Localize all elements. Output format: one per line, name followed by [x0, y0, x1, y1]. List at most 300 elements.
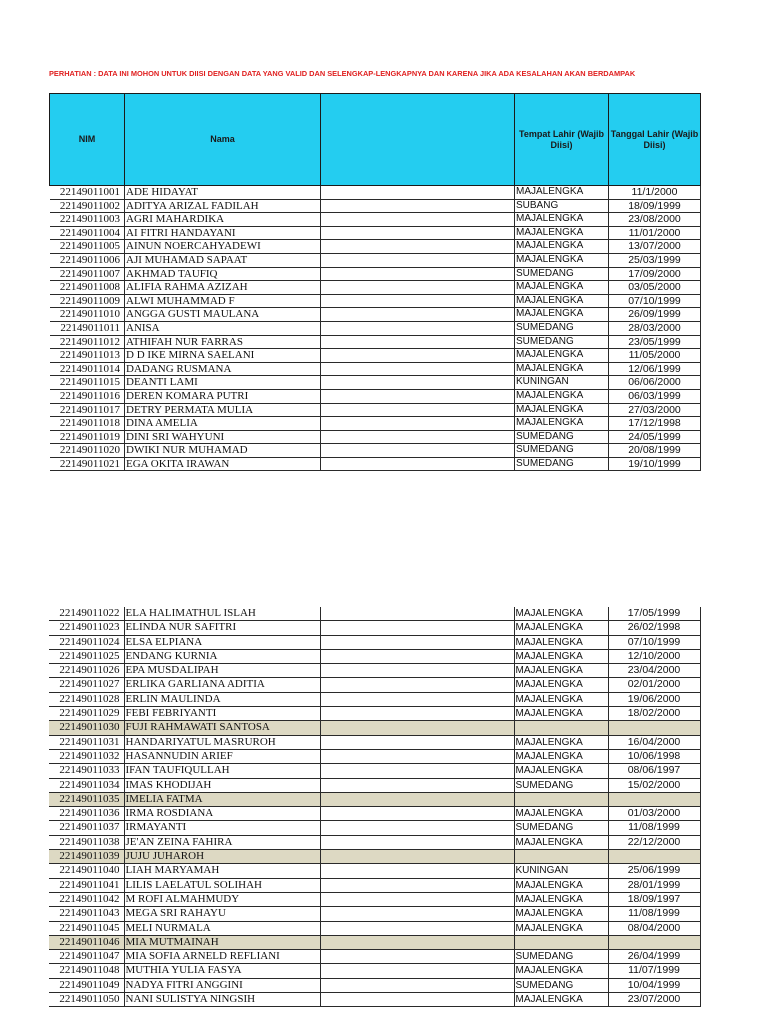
cell-tanggal-lahir: 11/08/1999 [608, 907, 700, 921]
cell-nim: 22149011024 [49, 635, 124, 649]
cell-nama: DINI SRI WAHYUNI [125, 430, 321, 444]
cell-nama: ERLIN MAULINDA [124, 692, 320, 706]
cell-tempat-lahir: SUMEDANG [514, 950, 608, 964]
table-row [50, 186, 701, 200]
cell-tempat-lahir: MAJALENGKA [514, 921, 608, 935]
table-row [50, 308, 701, 322]
cell-tanggal-lahir: 23/05/1999 [609, 335, 701, 349]
cell-blank [320, 778, 514, 792]
cell-tempat-lahir: SUMEDANG [515, 430, 609, 444]
cell-nama: EPA MUSDALIPAH [124, 664, 320, 678]
cell-tempat-lahir: MAJALENGKA [515, 294, 609, 308]
cell-nama: MUTHIA YULIA FASYA [124, 964, 320, 978]
table-row [49, 678, 700, 692]
table-row [49, 907, 700, 921]
cell-tempat-lahir: MAJALENGKA [514, 621, 608, 635]
cell-nama: NADYA FITRI ANGGINI [124, 978, 320, 992]
cell-tanggal-lahir: 11/05/2000 [609, 349, 701, 363]
cell-nama: JUJU JUHAROH [124, 850, 320, 864]
cell-tanggal-lahir: 18/02/2000 [608, 707, 700, 721]
cell-tanggal-lahir: 08/04/2000 [608, 921, 700, 935]
table-row [50, 362, 701, 376]
cell-nim: 22149011032 [49, 749, 124, 763]
cell-blank [321, 389, 515, 403]
cell-nim: 22149011028 [49, 692, 124, 706]
table-row [49, 892, 700, 906]
cell-nim: 22149011040 [49, 864, 124, 878]
student-table-top [49, 93, 701, 471]
cell-nama: HANDARIYATUL MASRUROH [124, 735, 320, 749]
table-row [50, 417, 701, 431]
cell-blank [320, 807, 514, 821]
table-row [49, 607, 700, 621]
cell-tanggal-lahir: 22/12/2000 [608, 835, 700, 849]
cell-nim: 22149011016 [50, 389, 125, 403]
cell-tanggal-lahir: 19/06/2000 [608, 692, 700, 706]
cell-blank [320, 978, 514, 992]
cell-tempat-lahir: MAJALENGKA [514, 635, 608, 649]
cell-blank [320, 649, 514, 663]
cell-nama: MIA SOFIA ARNELD REFLIANI [124, 950, 320, 964]
cell-blank [320, 821, 514, 835]
table-row [49, 792, 700, 806]
cell-tempat-lahir: MAJALENGKA [515, 226, 609, 240]
cell-nama: DETRY PERMATA MULIA [125, 403, 321, 417]
cell-nama: ERLIKA GARLIANA ADITIA [124, 678, 320, 692]
cell-nim: 22149011037 [49, 821, 124, 835]
cell-nama: DADANG RUSMANA [125, 362, 321, 376]
table-row [49, 821, 700, 835]
cell-blank [321, 281, 515, 295]
cell-tanggal-lahir: 23/04/2000 [608, 664, 700, 678]
cell-blank [320, 678, 514, 692]
cell-nim: 22149011043 [49, 907, 124, 921]
cell-nim: 22149011011 [50, 321, 125, 335]
cell-tanggal-lahir: 16/04/2000 [608, 735, 700, 749]
cell-tanggal-lahir: 26/02/1998 [608, 621, 700, 635]
cell-nama: M ROFI ALMAHMUDY [124, 892, 320, 906]
cell-tanggal-lahir [608, 721, 700, 735]
cell-tempat-lahir [514, 721, 608, 735]
cell-tanggal-lahir: 20/08/1999 [609, 444, 701, 458]
cell-tempat-lahir: MAJALENGKA [515, 240, 609, 254]
cell-tempat-lahir: MAJALENGKA [514, 664, 608, 678]
cell-tanggal-lahir: 24/05/1999 [609, 430, 701, 444]
cell-blank [321, 267, 515, 281]
table-row [50, 349, 701, 363]
cell-nim: 22149011035 [49, 792, 124, 806]
cell-blank [320, 664, 514, 678]
cell-nim: 22149011001 [50, 186, 125, 200]
cell-nim: 22149011025 [49, 649, 124, 663]
cell-tanggal-lahir: 18/09/1999 [609, 199, 701, 213]
cell-tanggal-lahir: 11/08/1999 [608, 821, 700, 835]
table-row [49, 721, 700, 735]
cell-nama: ATHIFAH NUR FARRAS [125, 335, 321, 349]
cell-blank [321, 444, 515, 458]
table-row [50, 389, 701, 403]
table-row [50, 457, 701, 471]
cell-blank [321, 376, 515, 390]
cell-nim: 22149011022 [49, 607, 124, 621]
table-row [50, 430, 701, 444]
cell-nim: 22149011015 [50, 376, 125, 390]
cell-nim: 22149011030 [49, 721, 124, 735]
cell-tempat-lahir: MAJALENGKA [515, 308, 609, 322]
cell-nim: 22149011046 [49, 935, 124, 949]
table-row [49, 950, 700, 964]
cell-blank [320, 993, 514, 1007]
cell-tempat-lahir: MAJALENGKA [515, 253, 609, 267]
cell-tempat-lahir: MAJALENGKA [515, 389, 609, 403]
table-row [49, 764, 700, 778]
cell-blank [321, 199, 515, 213]
cell-tempat-lahir: MAJALENGKA [514, 907, 608, 921]
table-row [49, 621, 700, 635]
cell-nama: D D IKE MIRNA SAELANI [125, 349, 321, 363]
cell-blank [320, 964, 514, 978]
cell-nim: 22149011010 [50, 308, 125, 322]
cell-nama: IRMAYANTI [124, 821, 320, 835]
header-tempat-lahir: Tempat Lahir (Wajib Diisi) [515, 94, 609, 186]
cell-blank [321, 294, 515, 308]
cell-blank [320, 878, 514, 892]
cell-nim: 22149011029 [49, 707, 124, 721]
cell-tanggal-lahir: 07/10/1999 [609, 294, 701, 308]
cell-blank [320, 707, 514, 721]
cell-nama: AI FITRI HANDAYANI [125, 226, 321, 240]
cell-nim: 22149011042 [49, 892, 124, 906]
cell-tanggal-lahir: 11/01/2000 [609, 226, 701, 240]
table-row [50, 335, 701, 349]
cell-nama: JE'AN ZEINA FAHIRA [124, 835, 320, 849]
cell-tanggal-lahir [608, 850, 700, 864]
cell-tanggal-lahir: 25/03/1999 [609, 253, 701, 267]
cell-blank [320, 850, 514, 864]
cell-nama: IRMA ROSDIANA [124, 807, 320, 821]
cell-nama: LILIS LAELATUL SOLIHAH [124, 878, 320, 892]
table-row [49, 921, 700, 935]
cell-tanggal-lahir: 10/06/1998 [608, 749, 700, 763]
cell-tanggal-lahir: 10/04/1999 [608, 978, 700, 992]
cell-blank [321, 403, 515, 417]
cell-blank [320, 721, 514, 735]
cell-blank [320, 921, 514, 935]
cell-nama: NANI SULISTYA NINGSIH [124, 993, 320, 1007]
cell-nama: ELSA ELPIANA [124, 635, 320, 649]
cell-tanggal-lahir: 12/10/2000 [608, 649, 700, 663]
cell-nama: ANISA [125, 321, 321, 335]
cell-tempat-lahir: SUBANG [515, 199, 609, 213]
table-row [50, 240, 701, 254]
cell-nama: MEGA SRI RAHAYU [124, 907, 320, 921]
cell-tanggal-lahir: 28/01/1999 [608, 878, 700, 892]
table-row [49, 649, 700, 663]
cell-nim: 22149011034 [49, 778, 124, 792]
cell-blank [321, 186, 515, 200]
cell-nama: ALIFIA RAHMA AZIZAH [125, 281, 321, 295]
cell-tempat-lahir: SUMEDANG [514, 778, 608, 792]
student-table-bottom [49, 607, 701, 1007]
cell-tanggal-lahir: 01/03/2000 [608, 807, 700, 821]
cell-tanggal-lahir: 28/03/2000 [609, 321, 701, 335]
cell-tempat-lahir: KUNINGAN [515, 376, 609, 390]
cell-tanggal-lahir: 27/03/2000 [609, 403, 701, 417]
cell-nim: 22149011019 [50, 430, 125, 444]
cell-tempat-lahir: SUMEDANG [515, 457, 609, 471]
cell-tempat-lahir: SUMEDANG [515, 335, 609, 349]
cell-tanggal-lahir: 03/05/2000 [609, 281, 701, 295]
cell-nim: 22149011041 [49, 878, 124, 892]
cell-tempat-lahir: MAJALENGKA [514, 878, 608, 892]
header-nim: NIM [50, 94, 125, 186]
table-row [49, 664, 700, 678]
cell-blank [320, 621, 514, 635]
cell-tempat-lahir: MAJALENGKA [514, 707, 608, 721]
cell-nama: AKHMAD TAUFIQ [125, 267, 321, 281]
cell-blank [321, 226, 515, 240]
cell-tanggal-lahir: 17/05/1999 [608, 607, 700, 621]
cell-blank [320, 735, 514, 749]
cell-blank [321, 430, 515, 444]
cell-blank [321, 321, 515, 335]
cell-tanggal-lahir: 15/02/2000 [608, 778, 700, 792]
cell-tempat-lahir: MAJALENGKA [514, 764, 608, 778]
cell-nim: 22149011023 [49, 621, 124, 635]
cell-nama: LIAH MARYAMAH [124, 864, 320, 878]
cell-tempat-lahir: MAJALENGKA [514, 735, 608, 749]
cell-nama: HASANNUDIN ARIEF [124, 749, 320, 763]
table-row [49, 864, 700, 878]
cell-blank [320, 907, 514, 921]
cell-tanggal-lahir [608, 935, 700, 949]
cell-tempat-lahir: MAJALENGKA [515, 213, 609, 227]
table-row [49, 778, 700, 792]
cell-nim: 22149011012 [50, 335, 125, 349]
cell-nama: ANGGA GUSTI MAULANA [125, 308, 321, 322]
cell-nama: AGRI MAHARDIKA [125, 213, 321, 227]
table-row [50, 444, 701, 458]
cell-nim: 22149011047 [49, 950, 124, 964]
cell-nim: 22149011048 [49, 964, 124, 978]
cell-nim: 22149011002 [50, 199, 125, 213]
cell-nama: ADITYA ARIZAL FADILAH [125, 199, 321, 213]
cell-nim: 22149011003 [50, 213, 125, 227]
cell-nama: AJI MUHAMAD SAPAAT [125, 253, 321, 267]
cell-tanggal-lahir: 17/12/1998 [609, 417, 701, 431]
cell-nim: 22149011021 [50, 457, 125, 471]
cell-nim: 22149011050 [49, 993, 124, 1007]
header-nama: Nama [125, 94, 321, 186]
table-row [49, 935, 700, 949]
cell-nim: 22149011039 [49, 850, 124, 864]
cell-blank [321, 213, 515, 227]
cell-tempat-lahir: MAJALENGKA [514, 649, 608, 663]
cell-blank [321, 253, 515, 267]
cell-nama: IMAS KHODIJAH [124, 778, 320, 792]
cell-blank [321, 308, 515, 322]
cell-blank [320, 792, 514, 806]
cell-tanggal-lahir: 18/09/1997 [608, 892, 700, 906]
cell-blank [321, 335, 515, 349]
cell-nama: DEREN KOMARA PUTRI [125, 389, 321, 403]
table-row [49, 635, 700, 649]
cell-tempat-lahir [514, 850, 608, 864]
cell-tempat-lahir: MAJALENGKA [515, 281, 609, 295]
cell-blank [321, 349, 515, 363]
table-header-row [50, 94, 701, 186]
cell-tempat-lahir: KUNINGAN [514, 864, 608, 878]
cell-tempat-lahir: MAJALENGKA [514, 678, 608, 692]
cell-tempat-lahir: SUMEDANG [515, 267, 609, 281]
cell-nim: 22149011018 [50, 417, 125, 431]
cell-tempat-lahir: MAJALENGKA [514, 835, 608, 849]
cell-tanggal-lahir: 06/06/2000 [609, 376, 701, 390]
cell-tanggal-lahir: 23/07/2000 [608, 993, 700, 1007]
cell-nim: 22149011004 [50, 226, 125, 240]
cell-nama: ENDANG KURNIA [124, 649, 320, 663]
cell-tempat-lahir: MAJALENGKA [514, 607, 608, 621]
table-row [50, 226, 701, 240]
cell-nama: DEANTI LAMI [125, 376, 321, 390]
cell-nama: AINUN NOERCAHYADEWI [125, 240, 321, 254]
cell-blank [320, 764, 514, 778]
table-row [49, 850, 700, 864]
table-row [49, 735, 700, 749]
table-row [50, 213, 701, 227]
cell-blank [320, 935, 514, 949]
cell-nama: IFAN TAUFIQULLAH [124, 764, 320, 778]
cell-tanggal-lahir: 11/07/1999 [608, 964, 700, 978]
table-row [50, 253, 701, 267]
cell-tanggal-lahir: 12/06/1999 [609, 362, 701, 376]
cell-tempat-lahir: MAJALENGKA [515, 417, 609, 431]
table-row [50, 376, 701, 390]
cell-nim: 22149011033 [49, 764, 124, 778]
cell-nim: 22149011020 [50, 444, 125, 458]
cell-tempat-lahir: MAJALENGKA [514, 807, 608, 821]
table-row [49, 692, 700, 706]
table-row [49, 993, 700, 1007]
cell-nama: ELA HALIMATHUL ISLAH [124, 607, 320, 621]
cell-blank [320, 892, 514, 906]
header-tanggal-lahir: Tanggal Lahir (Wajib Diisi) [609, 94, 701, 186]
cell-tanggal-lahir [608, 792, 700, 806]
cell-tempat-lahir: SUMEDANG [515, 321, 609, 335]
cell-tanggal-lahir: 06/03/1999 [609, 389, 701, 403]
table-row [49, 707, 700, 721]
cell-tempat-lahir: SUMEDANG [514, 821, 608, 835]
cell-tanggal-lahir: 17/09/2000 [609, 267, 701, 281]
cell-nim: 22149011036 [49, 807, 124, 821]
cell-tempat-lahir: MAJALENGKA [515, 403, 609, 417]
cell-tempat-lahir: MAJALENGKA [515, 349, 609, 363]
cell-nama: ADE HIDAYAT [125, 186, 321, 200]
cell-blank [321, 240, 515, 254]
cell-tempat-lahir: MAJALENGKA [514, 964, 608, 978]
cell-tanggal-lahir: 11/1/2000 [609, 186, 701, 200]
cell-blank [320, 635, 514, 649]
cell-tempat-lahir: MAJALENGKA [514, 892, 608, 906]
table-row [49, 835, 700, 849]
cell-nim: 22149011013 [50, 349, 125, 363]
table-row [49, 978, 700, 992]
cell-nama: IMELIA FATMA [124, 792, 320, 806]
cell-tanggal-lahir: 07/10/1999 [608, 635, 700, 649]
cell-nama: ELINDA NUR SAFITRI [124, 621, 320, 635]
cell-tempat-lahir: SUMEDANG [515, 444, 609, 458]
cell-blank [321, 417, 515, 431]
cell-nama: MIA MUTMAINAH [124, 935, 320, 949]
cell-nim: 22149011014 [50, 362, 125, 376]
cell-nama: MELI NURMALA [124, 921, 320, 935]
table-row [49, 878, 700, 892]
cell-nim: 22149011027 [49, 678, 124, 692]
cell-tanggal-lahir: 23/08/2000 [609, 213, 701, 227]
cell-nim: 22149011031 [49, 735, 124, 749]
cell-tempat-lahir: MAJALENGKA [514, 749, 608, 763]
cell-blank [320, 607, 514, 621]
cell-nama: EGA OKITA IRAWAN [125, 457, 321, 471]
cell-tanggal-lahir: 02/01/2000 [608, 678, 700, 692]
table-row [50, 199, 701, 213]
cell-nama: ALWI MUHAMMAD F [125, 294, 321, 308]
cell-tanggal-lahir: 25/06/1999 [608, 864, 700, 878]
header-blank [321, 94, 515, 186]
cell-nim: 22149011005 [50, 240, 125, 254]
cell-blank [320, 864, 514, 878]
cell-tanggal-lahir: 26/09/1999 [609, 308, 701, 322]
table-row [50, 267, 701, 281]
cell-tempat-lahir: MAJALENGKA [515, 362, 609, 376]
cell-nim: 22149011045 [49, 921, 124, 935]
cell-blank [320, 835, 514, 849]
cell-tanggal-lahir: 26/04/1999 [608, 950, 700, 964]
cell-tanggal-lahir: 08/06/1997 [608, 764, 700, 778]
cell-tempat-lahir: MAJALENGKA [515, 186, 609, 200]
table-row [49, 807, 700, 821]
table-row [49, 964, 700, 978]
cell-tempat-lahir [514, 935, 608, 949]
cell-nim: 22149011038 [49, 835, 124, 849]
table-row [50, 294, 701, 308]
cell-blank [320, 749, 514, 763]
cell-nim: 22149011006 [50, 253, 125, 267]
cell-blank [320, 950, 514, 964]
cell-tempat-lahir: MAJALENGKA [514, 993, 608, 1007]
cell-tempat-lahir: MAJALENGKA [514, 692, 608, 706]
table-row [50, 321, 701, 335]
notice-text: PERHATIAN : DATA INI MOHON UNTUK DIISI DENGAN DATA YANG VALID DAN SELENGKAP-LENGKAPNYA DAN KARENA JIKA ADA KESALAHAN AKAN BERDAMPAK [49, 69, 636, 78]
cell-nim: 22149011026 [49, 664, 124, 678]
cell-tempat-lahir: SUMEDANG [514, 978, 608, 992]
cell-nim: 22149011017 [50, 403, 125, 417]
cell-nama: DWIKI NUR MUHAMAD [125, 444, 321, 458]
cell-tanggal-lahir: 19/10/1999 [609, 457, 701, 471]
cell-nim: 22149011007 [50, 267, 125, 281]
cell-tanggal-lahir: 13/07/2000 [609, 240, 701, 254]
cell-nim: 22149011008 [50, 281, 125, 295]
cell-nama: DINA AMELIA [125, 417, 321, 431]
table-row [50, 403, 701, 417]
cell-nim: 22149011049 [49, 978, 124, 992]
cell-nama: FEBI FEBRIYANTI [124, 707, 320, 721]
table-row [50, 281, 701, 295]
cell-nim: 22149011009 [50, 294, 125, 308]
cell-blank [320, 692, 514, 706]
cell-nama: FUJI RAHMAWATI SANTOSA [124, 721, 320, 735]
cell-blank [321, 457, 515, 471]
